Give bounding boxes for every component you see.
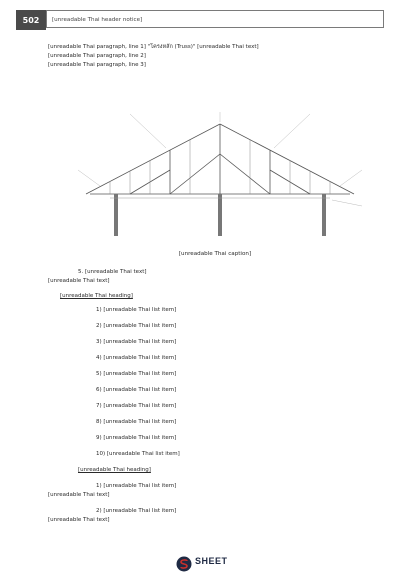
- body-paragraph-line: [unreadable Thai text]: [48, 278, 110, 284]
- footer-logo: [176, 556, 246, 572]
- roof-truss-drawing: [70, 110, 370, 244]
- list-item: 1) [unreadable Thai list item]: [96, 483, 177, 489]
- list-item: 10) [unreadable Thai list item]: [96, 451, 180, 457]
- list-item-continuation: [unreadable Thai text]: [48, 492, 110, 498]
- page-header: [16, 10, 384, 30]
- list-item: 6) [unreadable Thai list item]: [96, 387, 177, 393]
- body-paragraph-line: [unreadable Thai paragraph, line 3]: [48, 62, 146, 68]
- truss-strut-left: [170, 154, 220, 194]
- list-item: 5) [unreadable Thai list item]: [96, 371, 177, 377]
- body-paragraph-line: [unreadable Thai paragraph, line 1] "โครงหลัก (Truss)" [unreadable Thai text]: [48, 44, 259, 50]
- body-paragraph-line: [unreadable Thai paragraph, line 2]: [48, 53, 146, 59]
- support-post-right: [322, 194, 326, 236]
- roof-truss-figure: [70, 110, 370, 244]
- copyright-notice: [unreadable Thai header notice]: [46, 10, 384, 28]
- list-item: 1) [unreadable Thai list item]: [96, 307, 177, 313]
- truss-rafter-left: [86, 124, 220, 194]
- list-item-continuation: [unreadable Thai text]: [48, 517, 110, 523]
- list-item: 7) [unreadable Thai list item]: [96, 403, 177, 409]
- list-item: 8) [unreadable Thai list item]: [96, 419, 177, 425]
- support-post-center: [218, 194, 222, 236]
- page-number: 502: [16, 10, 46, 30]
- truss-strut-right: [220, 154, 270, 194]
- list-item: 2) [unreadable Thai list item]: [96, 323, 177, 329]
- sheet-logo-icon: [176, 556, 192, 572]
- support-post-left: [114, 194, 118, 236]
- truss-rafter-right: [220, 124, 354, 194]
- body-paragraph-line: 5. [unreadable Thai text]: [78, 269, 147, 275]
- section-heading: [unreadable Thai heading]: [78, 467, 151, 473]
- brand-name: SHEET: [195, 556, 228, 566]
- list-item: 4) [unreadable Thai list item]: [96, 355, 177, 361]
- figure-caption: [unreadable Thai caption]: [178, 251, 252, 257]
- section-heading: [unreadable Thai heading]: [60, 293, 133, 299]
- list-item: 9) [unreadable Thai list item]: [96, 435, 177, 441]
- list-item: 2) [unreadable Thai list item]: [96, 508, 177, 514]
- list-item: 3) [unreadable Thai list item]: [96, 339, 177, 345]
